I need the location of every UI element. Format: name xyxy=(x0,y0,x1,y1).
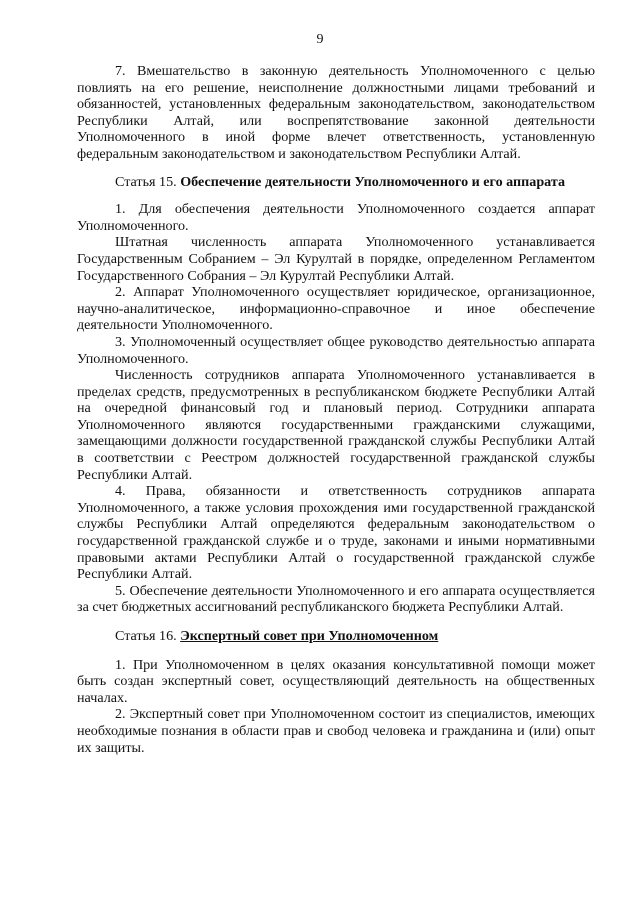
article-16-label: Статья 16. xyxy=(115,628,177,644)
document-body xyxy=(77,63,595,756)
article-16-paragraph-2: 2. Экспертный совет при Уполномоченном состоит из специалистов, имеющих необходимые познания в области прав и свобод человека и гражданина и (или) опыт их защиты. xyxy=(77,706,595,756)
page-number: 9 xyxy=(316,32,324,47)
article-15-paragraph-6: 4. Права, обязанности и ответственность сотрудников аппарата Уполномоченного, а также условия прохождения ими государственной гражданской службы Республики Алтай определяются федеральным законодательством о государственной гражданской службе и о труде, законами и иными нормативными правовыми актами Республики Алтай о государственной гражданской службе Республики Алтай. xyxy=(77,483,595,583)
article-16-heading xyxy=(77,628,595,645)
article-15-paragraph-2: Штатная численность аппарата Уполномоченного устанавливается Государственным Собранием – Эл Курултай в порядке, определенном Регламентом Государственного Собрания – Эл Курултай Республики Алтай. xyxy=(77,234,595,284)
article-15-paragraph-3: 2. Аппарат Уполномоченного осуществляет юридическое, организационное, научно-аналитическое, информационно-справочное и иное обеспечение деятельности Уполномоченного. xyxy=(77,284,595,334)
article-15-paragraph-1: 1. Для обеспечения деятельности Уполномоченного создается аппарат Уполномоченного. xyxy=(77,201,595,234)
article-15-heading xyxy=(77,174,595,191)
article-15-paragraph-5: Численность сотрудников аппарата Уполномоченного устанавливается в пределах средств, предусмотренных в республиканском бюджете Республики Алтай на очередной финансовый год и плановый период. Сотрудники аппарата Уполномоченного являются государственными гражданскими служащими, замещающими должности государственной гражданской службы Республики Алтай в соответствии с Реестром должностей государственной гражданской службы Республики Алтай. xyxy=(77,367,595,483)
article-16-title: Экспертный совет при Уполномоченном xyxy=(180,628,439,644)
paragraph-article14-item7: 7. Вмешательство в законную деятельность Уполномоченного с целью повлиять на его решение, неисполнение должностными лицами требований и обязанностей, установленных федеральным законодательством, законодательством Республики Алтай, или воспрепятствование законной деятельности Уполномоченного в иной форме влечет ответственность, установленную федеральным законодательством и законодательством Республики Алтай. xyxy=(77,63,595,162)
article-15-paragraph-4: 3. Уполномоченный осуществляет общее руководство деятельностью аппарата Уполномоченного. xyxy=(77,333,595,367)
article-15-paragraph-7: 5. Обеспечение деятельности Уполномоченного и его аппарата осуществляется за счет бюджетных ассигнований республиканского бюджета Республики Алтай. xyxy=(77,582,595,616)
article-16-paragraph-1: 1. При Уполномоченном в целях оказания консультативной помощи может быть создан экспертный совет, осуществляющий деятельность на общественных началах. xyxy=(77,656,595,706)
article-15-label: Статья 15. xyxy=(115,173,177,190)
article-15-title: Обеспечение деятельности Уполномоченного и его аппарата xyxy=(180,173,565,190)
